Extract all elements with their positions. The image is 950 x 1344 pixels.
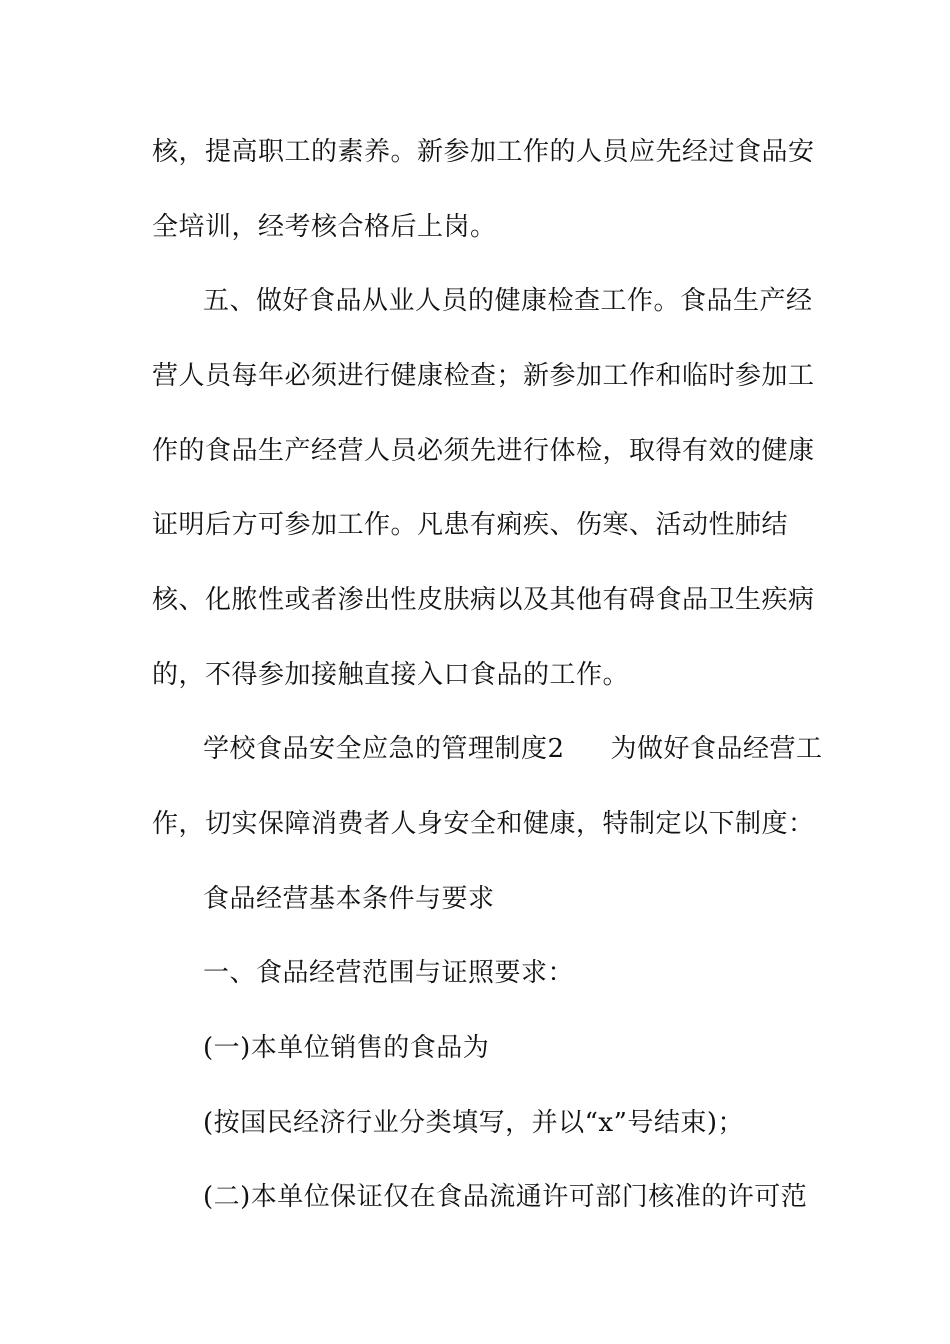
paragraph-five-heading: 五、做好食品从业人员的健康检查工作。食品生产经 [203, 286, 813, 316]
text-line-2: 全培训，经考核合格后上岗。 [152, 212, 497, 242]
item-one-sub-one-note: (按国民经济行业分类填写，并以“x”号结束)； [203, 1108, 745, 1138]
subsection-heading: 食品经营基本条件与要求 [203, 884, 495, 914]
item-one-sub-one: (一)本单位销售的食品为 [203, 1033, 490, 1063]
item-one-sub-two: (二)本单位保证仅在食品流通许可部门核准的许可范 [203, 1182, 808, 1212]
text-line-6: 证明后方可参加工作。凡患有痢疾、伤寒、活动性肺结 [152, 510, 789, 540]
text-line-5: 作的食品生产经营人员必须先进行体检，取得有效的健康 [152, 436, 815, 466]
text-line-8: 的，不得参加接触直接入口食品的工作。 [152, 660, 630, 690]
section-title: 学校食品安全应急的管理制度2 [203, 734, 565, 764]
text-line-1: 核，提高职工的素养。新参加工作的人员应先经过食品安 [152, 137, 815, 167]
section-title-line [203, 734, 823, 764]
text-line-4: 营人员每年必须进行健康检查；新参加工作和临时参加工 [152, 361, 815, 391]
text-line-7: 核、化脓性或者渗出性皮肤病以及其他有碍食品卫生疾病 [152, 585, 815, 615]
section-intro-start: 为做好食品经营工 [610, 734, 823, 764]
text-line-10: 作，切实保障消费者人身安全和健康，特制定以下制度： [152, 809, 815, 839]
item-one-heading: 一、食品经营范围与证照要求： [203, 958, 575, 988]
